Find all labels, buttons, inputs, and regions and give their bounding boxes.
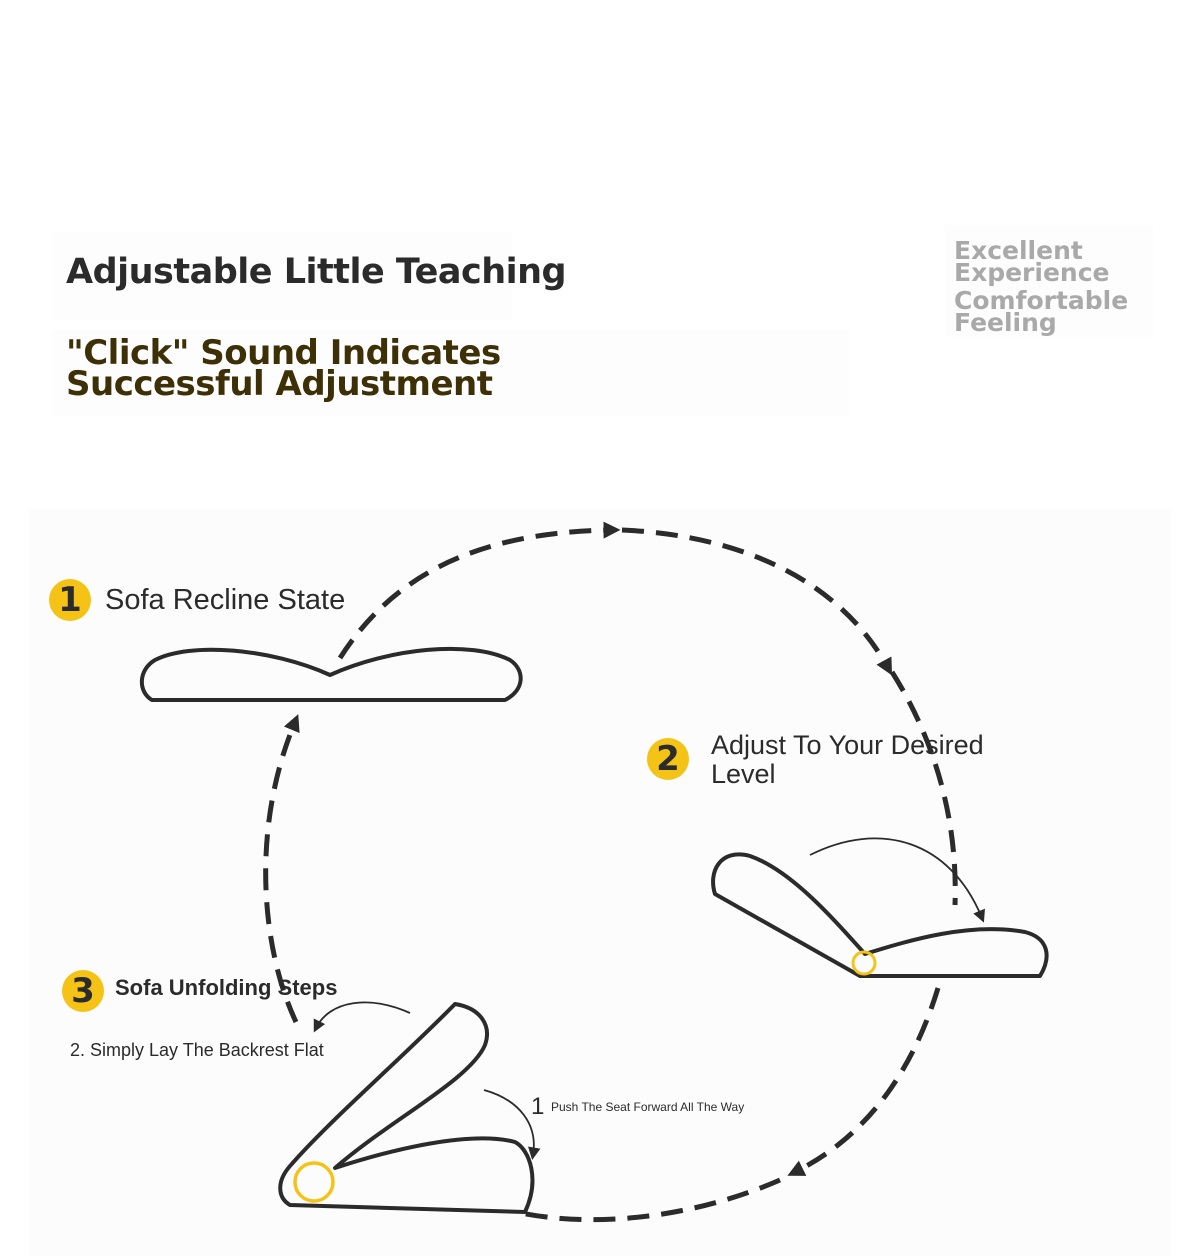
arc-bottom: [516, 1180, 780, 1220]
sofa-adjusted-shape: [713, 854, 1047, 976]
sofa-unfolding-shape: [280, 1004, 532, 1212]
hinge-indicator-large-icon: [295, 1163, 333, 1201]
push-seat-arrow-icon: [484, 1090, 534, 1155]
sofa-recline-shape: [142, 649, 521, 700]
lay-flat-instruction: 2. Simply Lay The Backrest Flat: [70, 1040, 324, 1060]
arc-bottom-right: [795, 988, 938, 1172]
side-note-comfortable-feeling: Comfortable Feeling: [954, 286, 1129, 337]
step-2-label: Adjust To Your Desired Level: [711, 730, 984, 789]
step-1-label: Sofa Recline State: [105, 584, 346, 616]
push-step-number: 1: [531, 1093, 545, 1120]
lay-flat-arrow-icon: [316, 1002, 410, 1028]
step-3-label: Sofa Unfolding Steps: [115, 975, 338, 1000]
step-1-badge: 1: [49, 579, 91, 621]
step-3-badge: 3: [62, 970, 104, 1012]
push-seat-instruction: Push The Seat Forward All The Way: [551, 1100, 745, 1114]
cycle-dashed-arrows: [266, 530, 956, 1220]
page-subtitle: "Click" Sound Indicates Successful Adjustment: [66, 333, 501, 404]
arc-top-right: [622, 530, 888, 668]
page-title: Adjustable Little Teaching: [66, 252, 567, 292]
step-2-badge: 2: [647, 738, 689, 780]
side-note-excellent-experience: Excellent Experience: [954, 236, 1110, 287]
arc-top-left: [340, 530, 612, 658]
